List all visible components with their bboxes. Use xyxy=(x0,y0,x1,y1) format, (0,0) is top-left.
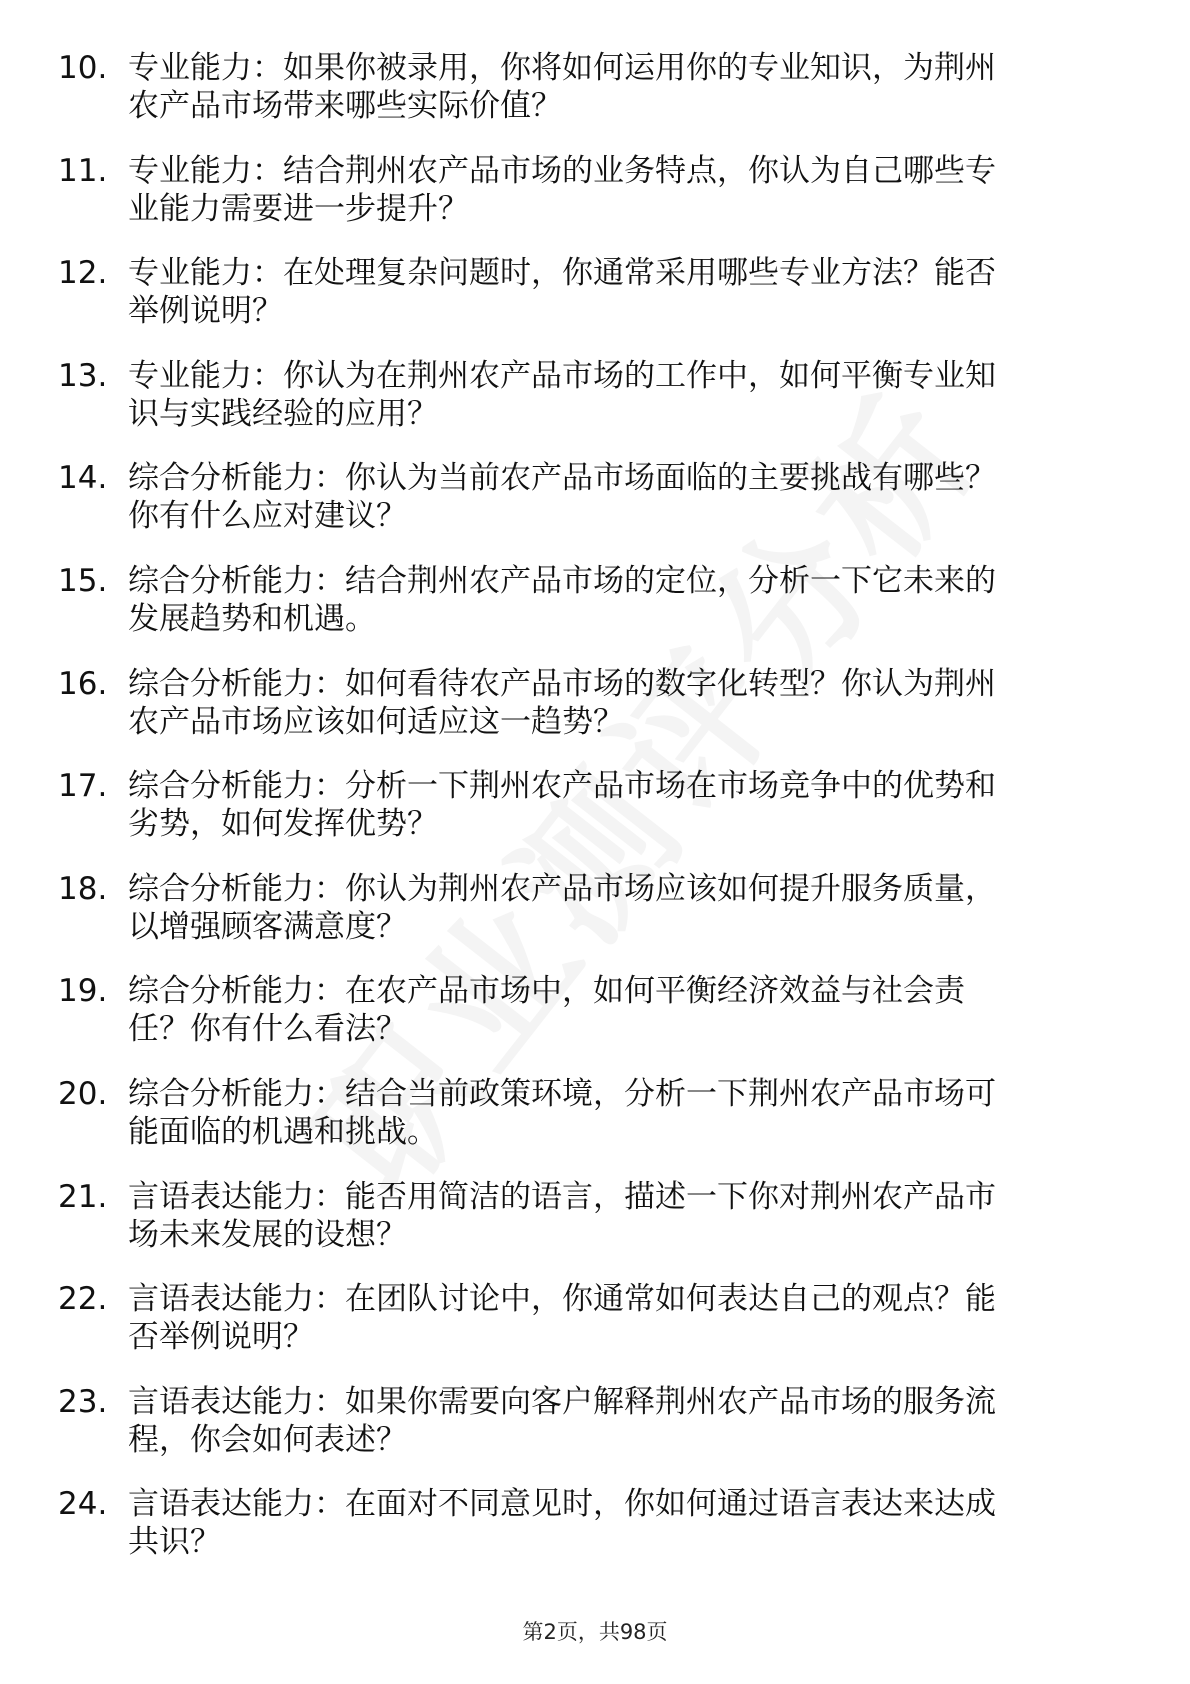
question-text xyxy=(128,870,1128,946)
question-line: 综合分析能力：你认为荆州农产品市场应该如何提升服务质量， xyxy=(128,870,996,907)
question-item xyxy=(0,562,1190,665)
question-number: 16. xyxy=(58,665,108,702)
question-line: 言语表达能力：在团队讨论中，你通常如何表达自己的观点？能 xyxy=(128,1281,996,1318)
question-item xyxy=(0,1383,1190,1486)
question-item xyxy=(0,459,1190,562)
question-text xyxy=(128,562,1128,638)
question-number: 10. xyxy=(58,50,108,86)
question-number: 20. xyxy=(58,1075,108,1112)
question-number: 14. xyxy=(58,460,108,497)
question-number: 23. xyxy=(58,1383,108,1420)
question-line: 综合分析能力：结合荆州农产品市场的定位，分析一下它未来的 xyxy=(128,562,996,599)
question-line: 举例说明？ xyxy=(128,293,283,330)
question-list xyxy=(0,49,1190,1588)
question-line: 农产品市场应该如何适应这一趋势？ xyxy=(128,703,624,740)
question-line: 业能力需要进一步提升？ xyxy=(128,190,469,227)
question-number: 17. xyxy=(58,768,108,805)
question-item xyxy=(0,665,1190,768)
question-item xyxy=(0,972,1190,1075)
question-text xyxy=(128,1178,1128,1254)
question-item xyxy=(0,357,1190,460)
question-number: 11. xyxy=(58,152,108,189)
question-line: 综合分析能力：你认为当前农产品市场面临的主要挑战有哪些？ xyxy=(128,460,996,497)
question-line: 专业能力：结合荆州农产品市场的业务特点，你认为自己哪些专 xyxy=(128,152,996,189)
question-text xyxy=(128,357,1128,433)
question-number: 21. xyxy=(58,1178,108,1215)
question-line: 否举例说明？ xyxy=(128,1319,314,1356)
question-line: 能面临的机遇和挑战。 xyxy=(128,1113,438,1150)
question-line: 综合分析能力：分析一下荆州农产品市场在市场竞争中的优势和 xyxy=(128,768,996,805)
question-item xyxy=(0,767,1190,870)
page-footer xyxy=(0,1618,1190,1646)
question-number: 22. xyxy=(58,1281,108,1318)
question-line: 言语表达能力：在面对不同意见时，你如何通过语言表达来达成 xyxy=(128,1486,996,1523)
question-line: 以增强顾客满意度？ xyxy=(128,908,407,945)
question-line: 场未来发展的设想？ xyxy=(128,1216,407,1253)
question-text xyxy=(128,1383,1128,1459)
question-line: 你有什么应对建议？ xyxy=(128,498,407,535)
question-text xyxy=(128,1280,1128,1356)
question-item xyxy=(0,1280,1190,1383)
question-line: 识与实践经验的应用？ xyxy=(128,395,438,432)
question-item xyxy=(0,254,1190,357)
question-text xyxy=(128,49,1128,125)
question-item xyxy=(0,1178,1190,1281)
question-line: 共识？ xyxy=(128,1524,221,1561)
question-item xyxy=(0,49,1190,152)
question-text xyxy=(128,972,1128,1048)
question-text xyxy=(128,665,1128,741)
question-text xyxy=(128,1485,1128,1561)
question-number: 15. xyxy=(58,562,108,599)
question-line: 综合分析能力：在农产品市场中，如何平衡经济效益与社会责 xyxy=(128,973,965,1010)
question-item xyxy=(0,1485,1190,1588)
question-line: 言语表达能力：如果你需要向客户解释荆州农产品市场的服务流 xyxy=(128,1383,996,1420)
question-line: 劣势，如何发挥优势？ xyxy=(128,806,438,843)
question-text xyxy=(128,459,1128,535)
page-number-label: 第2页，共98页 xyxy=(522,1620,668,1644)
question-number: 12. xyxy=(58,255,108,292)
question-number: 19. xyxy=(58,973,108,1010)
question-item xyxy=(0,870,1190,973)
question-line: 专业能力：你认为在荆州农产品市场的工作中，如何平衡专业知 xyxy=(128,357,996,394)
question-text xyxy=(128,152,1128,228)
question-line: 发展趋势和机遇。 xyxy=(128,600,376,637)
question-number: 24. xyxy=(58,1486,108,1523)
question-line: 言语表达能力：能否用简洁的语言，描述一下你对荆州农产品市 xyxy=(128,1178,996,1215)
question-number: 13. xyxy=(58,357,108,394)
question-line: 农产品市场带来哪些实际价值？ xyxy=(128,88,562,124)
question-item xyxy=(0,152,1190,255)
question-number: 18. xyxy=(58,870,108,907)
question-text xyxy=(128,767,1128,843)
question-line: 综合分析能力：结合当前政策环境，分析一下荆州农产品市场可 xyxy=(128,1075,996,1112)
question-line: 程，你会如何表述？ xyxy=(128,1421,407,1458)
question-text xyxy=(128,254,1128,330)
question-line: 综合分析能力：如何看待农产品市场的数字化转型？你认为荆州 xyxy=(128,665,996,702)
question-line: 专业能力：如果你被录用，你将如何运用你的专业知识，为荆州 xyxy=(128,50,996,86)
question-item xyxy=(0,1075,1190,1178)
question-line: 专业能力：在处理复杂问题时，你通常采用哪些专业方法？能否 xyxy=(128,255,996,292)
question-line: 任？你有什么看法？ xyxy=(128,1011,407,1048)
question-text xyxy=(128,1075,1128,1151)
